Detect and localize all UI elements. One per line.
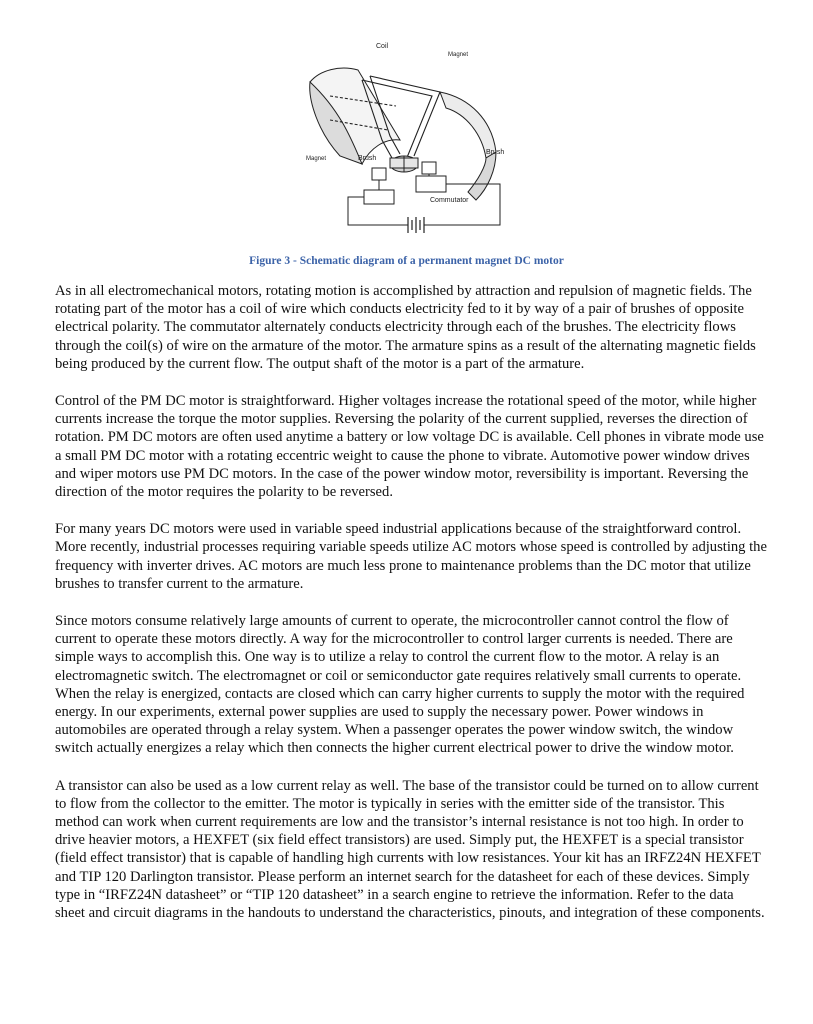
left-magnet [310,68,400,164]
right-brush [416,162,446,192]
paragraph-relay-control: Since motors consume relatively large amounts of current to operate, the microcontroller cannot control the flow of current to operate these motors directly. A way for the microcontroller to control larger currents is needed. There are simple ways to accomplish this. One way is to utilize a relay to control the current flow to the motor. A relay is an electromagnetic switch. The electromagnet or coil or semiconductor gate requires relatively small currents to operate. When the relay is energized, contacts are closed which can carry higher currents to supply the motor with the required energy. In our experiments, external power supplies are used to supply the necessary power. Power windows in automobiles are operated through a relay system. When a passenger operates the power window switch, the window switch actually energizes a relay which then connects the higher current electrical power to drive the window motor. [55,613,745,757]
label-commutator: Commutator [430,197,469,204]
battery-icon [408,217,424,233]
figure-caption: Figure 3 - Schematic diagram of a permanent magnet DC motor [249,255,564,267]
motor-schematic-svg [300,40,530,245]
paragraph-transistor: A transistor can also be used as a low current relay as well. The base of the transistor could be turned on to allow current to flow from the collector to the emitter. The motor is typically in series with the emitter side of the transistor. This method can work when current requirements are low and the transistor’s internal resistance is not too high. In order to drive heavier motors, a HEXFET (six field effect transistors) are used. Simply put, the HEXFET is a special transistor (field effect transistor) that is capable of handling high currents with low resistances. Your kit has an IRFZ24N HEXFET and TIP 120 Darlington transistor. Please perform an internet search for the datasheet for each of these devices. Simply type in “IRFZ24N datasheet” or “TIP 120 datasheet” in a search engine to retrieve the information. Refer to the data sheet and circuit diagrams in the handouts to understand the characteristics, pinouts, and integration of these components. [55,777,765,922]
label-coil: Coil [376,43,389,50]
label-magnet-left: Magnet [306,156,327,162]
label-brush-right: Brush [486,149,505,156]
paragraph-industrial-use: For many years DC motors were used in variable speed industrial applications because of the straightforward control. More recently, industrial processes requiring variable speeds utilize AC motors whose speed is controlled by adjusting the frequency with inverter drives. AC motors are much less prone to maintenance problems than the DC motor that utilize brushes to transfer current to the armature. [55,521,767,592]
label-brush-left: Brush [358,155,377,162]
paragraph-motor-principle: As in all electromechanical motors, rotating motion is accomplished by attraction and repulsion of magnetic fields. The rotating part of the motor has a coil of wire which conducts electricity fed to it by way of a pair of brushes of opposite electrical polarity. The commutator alternately conducts electricity through each of the brushes. The electricity flows through the coil(s) of wire on the armature of the motor. The armature spins as a result of the alternating magnetic fields being produced by the current flow. The output shaft of the motor is a part of the armature. [55,283,756,372]
dc-motor-diagram [300,40,530,245]
paragraph-motor-control: Control of the PM DC motor is straightforward. Higher voltages increase the rotational speed of the motor, while higher currents increase the torque the motor supplies. Reversing the polarity of the current supplied, reverses the direction of rotation. PM DC motors are often used anytime a battery or low voltage DC is available. Cell phones in vibrate mode use a small PM DC motor with a rotating eccentric weight to cause the phone to vibrate. Automotive power window drives and wiper motors use PM DC motors. In the case of the power window motor, reversibility is important. Reversing the direction of the motor requires the polarity to be reversed. [55,393,764,501]
body-text [55,282,767,941]
commutator [390,156,418,172]
label-magnet-top: Magnet [448,52,469,58]
left-brush [364,168,394,204]
